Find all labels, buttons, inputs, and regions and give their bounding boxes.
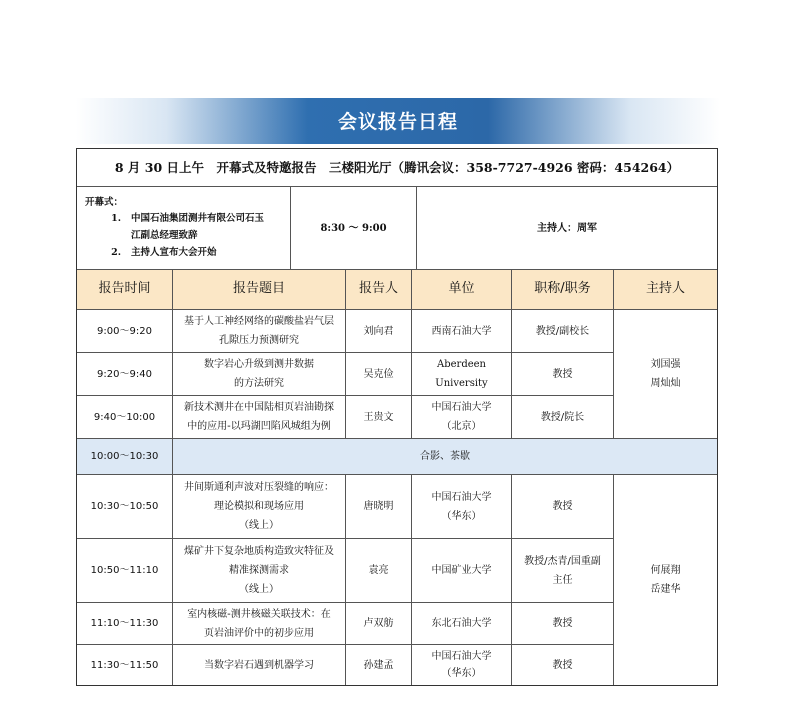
row-reporter: 唐晓明: [346, 475, 412, 539]
title-line: 中的应用-以玛湖凹陷风城组为例: [187, 421, 331, 432]
unit-line: University: [435, 378, 488, 389]
row-reporter: 卢双舫: [346, 603, 412, 645]
host-name: 何展翔: [650, 565, 681, 576]
row-time: 11:10～11:30: [77, 603, 173, 645]
row-position: 教授: [512, 645, 614, 685]
host-name: 岳建华: [650, 584, 681, 595]
unit-line: 中国石油大学: [431, 491, 492, 503]
row-position: 教授: [512, 603, 614, 645]
row-reporter: 袁亮: [346, 539, 412, 603]
break-time: 10:00～10:30: [77, 439, 173, 475]
row-title: [173, 353, 346, 396]
title-line: 新技术测井在中国陆相页岩油勘探: [184, 402, 334, 413]
opening-item-number: 2.: [111, 246, 121, 258]
row-title: [173, 603, 346, 645]
opening-heading: 开幕式：: [85, 196, 124, 208]
row-time: 9:20～9:40: [77, 353, 173, 396]
row-reporter: 刘向君: [346, 310, 412, 353]
row-reporter: 孙建孟: [346, 645, 412, 685]
header-title: 报告题目: [173, 270, 346, 310]
row-unit: [412, 645, 512, 685]
title-line: 页岩油评价中的初步应用: [204, 627, 314, 639]
row-unit: 东北石油大学: [412, 603, 512, 645]
title-line: 室内核磁-测井核磁关联技术：在: [187, 608, 331, 620]
position-line: 主任: [552, 574, 573, 586]
row-position: 教授: [512, 353, 614, 396]
title-line: （线上）: [239, 520, 279, 531]
row-title: [173, 310, 346, 353]
row-position: 教授: [512, 475, 614, 539]
unit-line: 中国石油大学: [431, 402, 492, 413]
row-reporter: 王贵文: [346, 396, 412, 439]
row-time: 10:50～11:10: [77, 539, 173, 603]
unit-line: 中国石油大学: [431, 651, 492, 662]
opening-ceremony-block: [77, 187, 291, 270]
row-time: 9:40～10:00: [77, 396, 173, 439]
row-position: 教授/院长: [512, 396, 614, 439]
title-banner: [76, 98, 720, 144]
row-title: 当数字岩石遇到机器学习: [173, 645, 346, 685]
opening-item-text: 中国石油集团测井有限公司石玉: [131, 213, 265, 225]
opening-host: 主持人：周军: [417, 187, 717, 270]
opening-item-text: 主持人宣布大会开始: [131, 246, 217, 258]
host-name: 刘国强: [650, 359, 681, 370]
title-line: 煤矿井下复杂地质构造致灾特征及: [184, 546, 334, 557]
title-line: 数字岩心升级到测井数据: [204, 359, 314, 370]
header-unit: 单位: [412, 270, 512, 310]
unit-line: （华东）: [441, 668, 482, 679]
title-line: 井间斯通利声波对压裂缝的响应：: [184, 482, 334, 493]
row-unit: [412, 353, 512, 396]
row-time: 10:30～10:50: [77, 475, 173, 539]
row-position: [512, 539, 614, 603]
header-time: 报告时间: [77, 270, 173, 310]
row-title: [173, 396, 346, 439]
conference-line: 8 月 30 日上午 开幕式及特邀报告 三楼阳光厅（腾讯会议：358-7727-4926 密码：454264）: [77, 149, 717, 187]
break-label: 合影、茶歇: [173, 439, 717, 475]
row-reporter: 吴克俭: [346, 353, 412, 396]
page-title: 会议报告日程: [337, 111, 458, 133]
title-line: 的方法研究: [234, 378, 284, 389]
title-line: 孔隙压力预测研究: [219, 335, 299, 346]
host-name: 周灿灿: [650, 378, 681, 389]
title-line: 精准探测需求: [229, 565, 289, 576]
row-unit: 西南石油大学: [412, 310, 512, 353]
unit-line: （华东）: [441, 510, 482, 522]
host-group: [614, 475, 717, 685]
row-time: 11:30～11:50: [77, 645, 173, 685]
opening-item-number: 1.: [111, 213, 121, 225]
host-group: [614, 310, 717, 439]
unit-line: （北京）: [441, 421, 482, 432]
row-unit: [412, 475, 512, 539]
row-position: 教授/副校长: [512, 310, 614, 353]
row-unit: 中国矿业大学: [412, 539, 512, 603]
title-line: 理论模拟和现场应用: [214, 501, 304, 512]
header-reporter: 报告人: [346, 270, 412, 310]
row-title: [173, 539, 346, 603]
opening-time: 8:30 ～ 9:00: [291, 187, 417, 270]
title-line: （线上）: [239, 584, 279, 595]
unit-line: Aberdeen: [437, 359, 486, 370]
header-host: 主持人: [614, 270, 717, 310]
row-unit: [412, 396, 512, 439]
row-time: 9:00～9:20: [77, 310, 173, 353]
header-position: 职称/职务: [512, 270, 614, 310]
position-line: 教授/杰青/国重副: [524, 555, 601, 567]
schedule-table: [76, 148, 718, 686]
title-line: 基于人工神经网络的碳酸盐岩气层: [184, 316, 334, 327]
row-title: [173, 475, 346, 539]
opening-item-text-cont: 江副总经理致辞: [131, 230, 198, 241]
